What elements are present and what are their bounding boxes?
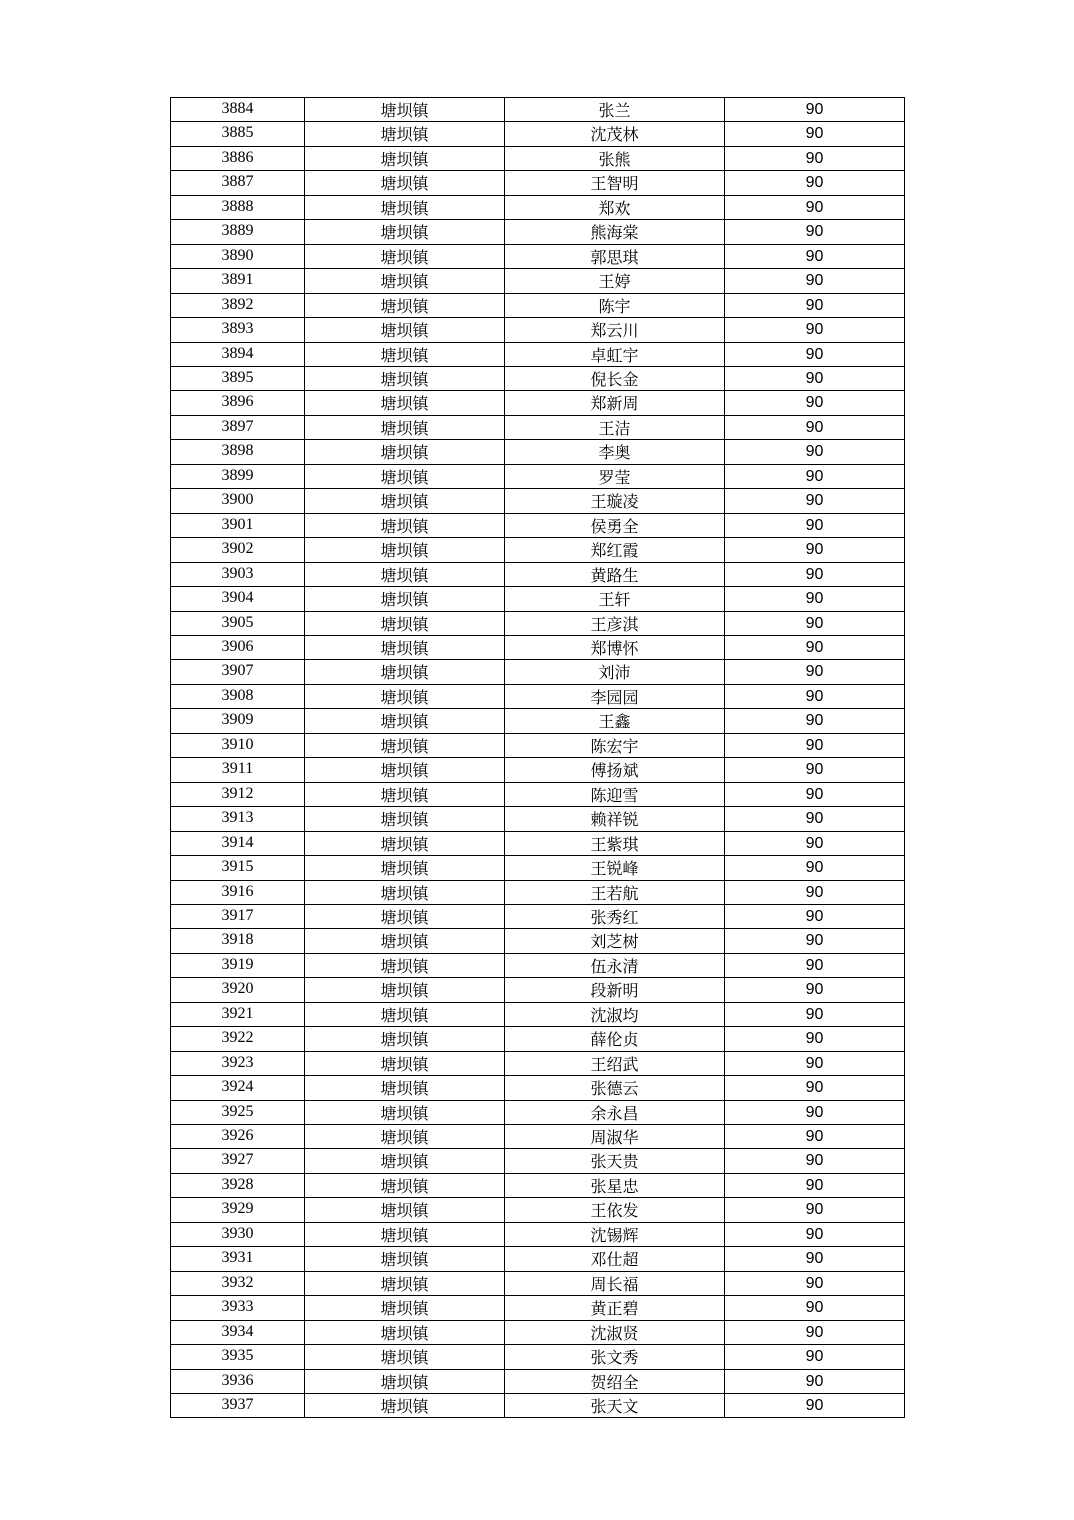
roster-table	[170, 97, 905, 1418]
serial-number-cell: 3933	[171, 1296, 305, 1320]
table-row	[171, 562, 905, 586]
table-row	[171, 98, 905, 122]
table-row	[171, 782, 905, 806]
town-cell: 塘坝镇	[305, 171, 505, 195]
serial-number-cell: 3935	[171, 1345, 305, 1369]
table-row	[171, 758, 905, 782]
town-cell: 塘坝镇	[305, 146, 505, 170]
table-row	[171, 1222, 905, 1246]
table-row	[171, 635, 905, 659]
person-name-cell: 陈宏宇	[505, 733, 725, 757]
serial-number-cell: 3894	[171, 342, 305, 366]
score-cell: 90	[725, 122, 905, 146]
person-name-cell: 王彦淇	[505, 611, 725, 635]
person-name-cell: 熊海棠	[505, 220, 725, 244]
person-name-cell: 王依发	[505, 1198, 725, 1222]
person-name-cell: 陈宇	[505, 293, 725, 317]
town-cell: 塘坝镇	[305, 1173, 505, 1197]
score-cell: 90	[725, 1149, 905, 1173]
person-name-cell: 周淑华	[505, 1125, 725, 1149]
table-row	[171, 489, 905, 513]
person-name-cell: 张熊	[505, 146, 725, 170]
serial-number-cell: 3897	[171, 415, 305, 439]
town-cell: 塘坝镇	[305, 342, 505, 366]
serial-number-cell: 3919	[171, 953, 305, 977]
table-row	[171, 978, 905, 1002]
person-name-cell: 赖祥锐	[505, 807, 725, 831]
score-cell: 90	[725, 391, 905, 415]
score-cell: 90	[725, 1296, 905, 1320]
town-cell: 塘坝镇	[305, 415, 505, 439]
serial-number-cell: 3893	[171, 318, 305, 342]
score-cell: 90	[725, 684, 905, 708]
town-cell: 塘坝镇	[305, 98, 505, 122]
table-row	[171, 171, 905, 195]
town-cell: 塘坝镇	[305, 464, 505, 488]
person-name-cell: 伍永清	[505, 953, 725, 977]
table-row	[171, 807, 905, 831]
table-row	[171, 1345, 905, 1369]
score-cell: 90	[725, 1369, 905, 1393]
table-row	[171, 293, 905, 317]
serial-number-cell: 3907	[171, 660, 305, 684]
table-row	[171, 1247, 905, 1271]
score-cell: 90	[725, 1222, 905, 1246]
serial-number-cell: 3888	[171, 195, 305, 219]
score-cell: 90	[725, 244, 905, 268]
score-cell: 90	[725, 146, 905, 170]
person-name-cell: 张天文	[505, 1394, 725, 1418]
town-cell: 塘坝镇	[305, 1076, 505, 1100]
person-name-cell: 张星忠	[505, 1173, 725, 1197]
table-row	[171, 953, 905, 977]
table-row	[171, 1076, 905, 1100]
town-cell: 塘坝镇	[305, 635, 505, 659]
serial-number-cell: 3903	[171, 562, 305, 586]
serial-number-cell: 3915	[171, 856, 305, 880]
score-cell: 90	[725, 709, 905, 733]
table-row	[171, 440, 905, 464]
serial-number-cell: 3908	[171, 684, 305, 708]
serial-number-cell: 3924	[171, 1076, 305, 1100]
town-cell: 塘坝镇	[305, 856, 505, 880]
person-name-cell: 傅扬斌	[505, 758, 725, 782]
person-name-cell: 周长福	[505, 1271, 725, 1295]
person-name-cell: 王婷	[505, 269, 725, 293]
serial-number-cell: 3911	[171, 758, 305, 782]
score-cell: 90	[725, 635, 905, 659]
score-cell: 90	[725, 978, 905, 1002]
score-cell: 90	[725, 1002, 905, 1026]
serial-number-cell: 3887	[171, 171, 305, 195]
town-cell: 塘坝镇	[305, 953, 505, 977]
town-cell: 塘坝镇	[305, 978, 505, 1002]
person-name-cell: 王璇凌	[505, 489, 725, 513]
person-name-cell: 卓虹宇	[505, 342, 725, 366]
table-row	[171, 1002, 905, 1026]
table-row	[171, 1173, 905, 1197]
person-name-cell: 倪长金	[505, 366, 725, 390]
serial-number-cell: 3889	[171, 220, 305, 244]
table-row	[171, 244, 905, 268]
score-cell: 90	[725, 1394, 905, 1418]
score-cell: 90	[725, 489, 905, 513]
table-row	[171, 684, 905, 708]
table-row	[171, 195, 905, 219]
table-row	[171, 269, 905, 293]
serial-number-cell: 3917	[171, 904, 305, 928]
town-cell: 塘坝镇	[305, 1320, 505, 1344]
serial-number-cell: 3914	[171, 831, 305, 855]
serial-number-cell: 3905	[171, 611, 305, 635]
score-cell: 90	[725, 611, 905, 635]
person-name-cell: 王鑫	[505, 709, 725, 733]
person-name-cell: 郑云川	[505, 318, 725, 342]
serial-number-cell: 3928	[171, 1173, 305, 1197]
serial-number-cell: 3884	[171, 98, 305, 122]
person-name-cell: 沈锡辉	[505, 1222, 725, 1246]
serial-number-cell: 3891	[171, 269, 305, 293]
person-name-cell: 郑红霞	[505, 538, 725, 562]
person-name-cell: 贺绍全	[505, 1369, 725, 1393]
score-cell: 90	[725, 1198, 905, 1222]
town-cell: 塘坝镇	[305, 1345, 505, 1369]
score-cell: 90	[725, 807, 905, 831]
town-cell: 塘坝镇	[305, 220, 505, 244]
score-cell: 90	[725, 1173, 905, 1197]
person-name-cell: 沈淑均	[505, 1002, 725, 1026]
town-cell: 塘坝镇	[305, 1149, 505, 1173]
person-name-cell: 侯勇全	[505, 513, 725, 537]
serial-number-cell: 3896	[171, 391, 305, 415]
score-cell: 90	[725, 929, 905, 953]
score-cell: 90	[725, 220, 905, 244]
table-row	[171, 146, 905, 170]
serial-number-cell: 3900	[171, 489, 305, 513]
table-row	[171, 709, 905, 733]
person-name-cell: 沈淑贤	[505, 1320, 725, 1344]
serial-number-cell: 3922	[171, 1027, 305, 1051]
score-cell: 90	[725, 440, 905, 464]
town-cell: 塘坝镇	[305, 587, 505, 611]
score-cell: 90	[725, 831, 905, 855]
serial-number-cell: 3910	[171, 733, 305, 757]
score-cell: 90	[725, 464, 905, 488]
serial-number-cell: 3936	[171, 1369, 305, 1393]
table-row	[171, 611, 905, 635]
score-cell: 90	[725, 1345, 905, 1369]
person-name-cell: 王紫琪	[505, 831, 725, 855]
serial-number-cell: 3886	[171, 146, 305, 170]
score-cell: 90	[725, 538, 905, 562]
town-cell: 塘坝镇	[305, 1125, 505, 1149]
person-name-cell: 黄正碧	[505, 1296, 725, 1320]
serial-number-cell: 3890	[171, 244, 305, 268]
town-cell: 塘坝镇	[305, 1296, 505, 1320]
serial-number-cell: 3918	[171, 929, 305, 953]
score-cell: 90	[725, 366, 905, 390]
score-cell: 90	[725, 1051, 905, 1075]
serial-number-cell: 3925	[171, 1100, 305, 1124]
person-name-cell: 李奥	[505, 440, 725, 464]
town-cell: 塘坝镇	[305, 1198, 505, 1222]
town-cell: 塘坝镇	[305, 513, 505, 537]
person-name-cell: 段新明	[505, 978, 725, 1002]
table-row	[171, 318, 905, 342]
person-name-cell: 黄路生	[505, 562, 725, 586]
person-name-cell: 陈迎雪	[505, 782, 725, 806]
serial-number-cell: 3931	[171, 1247, 305, 1271]
town-cell: 塘坝镇	[305, 782, 505, 806]
serial-number-cell: 3912	[171, 782, 305, 806]
person-name-cell: 刘芝树	[505, 929, 725, 953]
person-name-cell: 张文秀	[505, 1345, 725, 1369]
score-cell: 90	[725, 733, 905, 757]
table-row	[171, 587, 905, 611]
table-row	[171, 831, 905, 855]
serial-number-cell: 3916	[171, 880, 305, 904]
town-cell: 塘坝镇	[305, 1394, 505, 1418]
score-cell: 90	[725, 415, 905, 439]
serial-number-cell: 3899	[171, 464, 305, 488]
table-row	[171, 122, 905, 146]
town-cell: 塘坝镇	[305, 611, 505, 635]
town-cell: 塘坝镇	[305, 1027, 505, 1051]
score-cell: 90	[725, 1076, 905, 1100]
town-cell: 塘坝镇	[305, 366, 505, 390]
score-cell: 90	[725, 904, 905, 928]
person-name-cell: 王锐峰	[505, 856, 725, 880]
serial-number-cell: 3904	[171, 587, 305, 611]
town-cell: 塘坝镇	[305, 293, 505, 317]
town-cell: 塘坝镇	[305, 538, 505, 562]
table-row	[171, 904, 905, 928]
table-row	[171, 880, 905, 904]
town-cell: 塘坝镇	[305, 1222, 505, 1246]
roster-table-body	[171, 98, 905, 1418]
town-cell: 塘坝镇	[305, 1271, 505, 1295]
serial-number-cell: 3909	[171, 709, 305, 733]
town-cell: 塘坝镇	[305, 244, 505, 268]
serial-number-cell: 3927	[171, 1149, 305, 1173]
serial-number-cell: 3901	[171, 513, 305, 537]
person-name-cell: 张德云	[505, 1076, 725, 1100]
town-cell: 塘坝镇	[305, 562, 505, 586]
table-row	[171, 1296, 905, 1320]
person-name-cell: 罗莹	[505, 464, 725, 488]
town-cell: 塘坝镇	[305, 1100, 505, 1124]
town-cell: 塘坝镇	[305, 709, 505, 733]
person-name-cell: 郑欢	[505, 195, 725, 219]
person-name-cell: 王智明	[505, 171, 725, 195]
person-name-cell: 王绍武	[505, 1051, 725, 1075]
score-cell: 90	[725, 1100, 905, 1124]
person-name-cell: 余永昌	[505, 1100, 725, 1124]
score-cell: 90	[725, 880, 905, 904]
score-cell: 90	[725, 195, 905, 219]
person-name-cell: 郑新周	[505, 391, 725, 415]
serial-number-cell: 3906	[171, 635, 305, 659]
town-cell: 塘坝镇	[305, 440, 505, 464]
serial-number-cell: 3885	[171, 122, 305, 146]
person-name-cell: 刘沛	[505, 660, 725, 684]
town-cell: 塘坝镇	[305, 831, 505, 855]
score-cell: 90	[725, 1247, 905, 1271]
table-row	[171, 1051, 905, 1075]
person-name-cell: 李园园	[505, 684, 725, 708]
score-cell: 90	[725, 98, 905, 122]
table-row	[171, 1027, 905, 1051]
person-name-cell: 张兰	[505, 98, 725, 122]
table-row	[171, 1125, 905, 1149]
table-row	[171, 1100, 905, 1124]
serial-number-cell: 3892	[171, 293, 305, 317]
score-cell: 90	[725, 562, 905, 586]
town-cell: 塘坝镇	[305, 1051, 505, 1075]
town-cell: 塘坝镇	[305, 929, 505, 953]
score-cell: 90	[725, 269, 905, 293]
town-cell: 塘坝镇	[305, 195, 505, 219]
person-name-cell: 郭思琪	[505, 244, 725, 268]
score-cell: 90	[725, 953, 905, 977]
town-cell: 塘坝镇	[305, 1002, 505, 1026]
table-row	[171, 366, 905, 390]
score-cell: 90	[725, 660, 905, 684]
serial-number-cell: 3923	[171, 1051, 305, 1075]
town-cell: 塘坝镇	[305, 807, 505, 831]
table-row	[171, 1198, 905, 1222]
score-cell: 90	[725, 171, 905, 195]
score-cell: 90	[725, 318, 905, 342]
town-cell: 塘坝镇	[305, 318, 505, 342]
table-row	[171, 1369, 905, 1393]
table-row	[171, 391, 905, 415]
table-row	[171, 1394, 905, 1418]
town-cell: 塘坝镇	[305, 391, 505, 415]
table-row	[171, 342, 905, 366]
town-cell: 塘坝镇	[305, 269, 505, 293]
person-name-cell: 沈茂林	[505, 122, 725, 146]
score-cell: 90	[725, 513, 905, 537]
table-row	[171, 856, 905, 880]
serial-number-cell: 3930	[171, 1222, 305, 1246]
serial-number-cell: 3895	[171, 366, 305, 390]
table-row	[171, 1320, 905, 1344]
person-name-cell: 王洁	[505, 415, 725, 439]
serial-number-cell: 3937	[171, 1394, 305, 1418]
table-row	[171, 733, 905, 757]
person-name-cell: 薛伦贞	[505, 1027, 725, 1051]
town-cell: 塘坝镇	[305, 1369, 505, 1393]
serial-number-cell: 3902	[171, 538, 305, 562]
table-row	[171, 220, 905, 244]
serial-number-cell: 3913	[171, 807, 305, 831]
town-cell: 塘坝镇	[305, 1247, 505, 1271]
serial-number-cell: 3921	[171, 1002, 305, 1026]
table-row	[171, 1149, 905, 1173]
score-cell: 90	[725, 782, 905, 806]
person-name-cell: 张天贵	[505, 1149, 725, 1173]
town-cell: 塘坝镇	[305, 684, 505, 708]
score-cell: 90	[725, 758, 905, 782]
person-name-cell: 王若航	[505, 880, 725, 904]
serial-number-cell: 3934	[171, 1320, 305, 1344]
town-cell: 塘坝镇	[305, 733, 505, 757]
serial-number-cell: 3926	[171, 1125, 305, 1149]
town-cell: 塘坝镇	[305, 660, 505, 684]
table-row	[171, 660, 905, 684]
town-cell: 塘坝镇	[305, 880, 505, 904]
person-name-cell: 张秀红	[505, 904, 725, 928]
serial-number-cell: 3920	[171, 978, 305, 1002]
serial-number-cell: 3932	[171, 1271, 305, 1295]
table-row	[171, 415, 905, 439]
town-cell: 塘坝镇	[305, 758, 505, 782]
person-name-cell: 王轩	[505, 587, 725, 611]
person-name-cell: 邓仕超	[505, 1247, 725, 1271]
town-cell: 塘坝镇	[305, 122, 505, 146]
table-row	[171, 538, 905, 562]
table-row	[171, 929, 905, 953]
score-cell: 90	[725, 1320, 905, 1344]
table-row	[171, 1271, 905, 1295]
table-row	[171, 513, 905, 537]
score-cell: 90	[725, 1027, 905, 1051]
serial-number-cell: 3929	[171, 1198, 305, 1222]
score-cell: 90	[725, 1271, 905, 1295]
score-cell: 90	[725, 1125, 905, 1149]
score-cell: 90	[725, 856, 905, 880]
score-cell: 90	[725, 342, 905, 366]
table-row	[171, 464, 905, 488]
score-cell: 90	[725, 587, 905, 611]
person-name-cell: 郑博怀	[505, 635, 725, 659]
score-cell: 90	[725, 293, 905, 317]
town-cell: 塘坝镇	[305, 489, 505, 513]
town-cell: 塘坝镇	[305, 904, 505, 928]
serial-number-cell: 3898	[171, 440, 305, 464]
